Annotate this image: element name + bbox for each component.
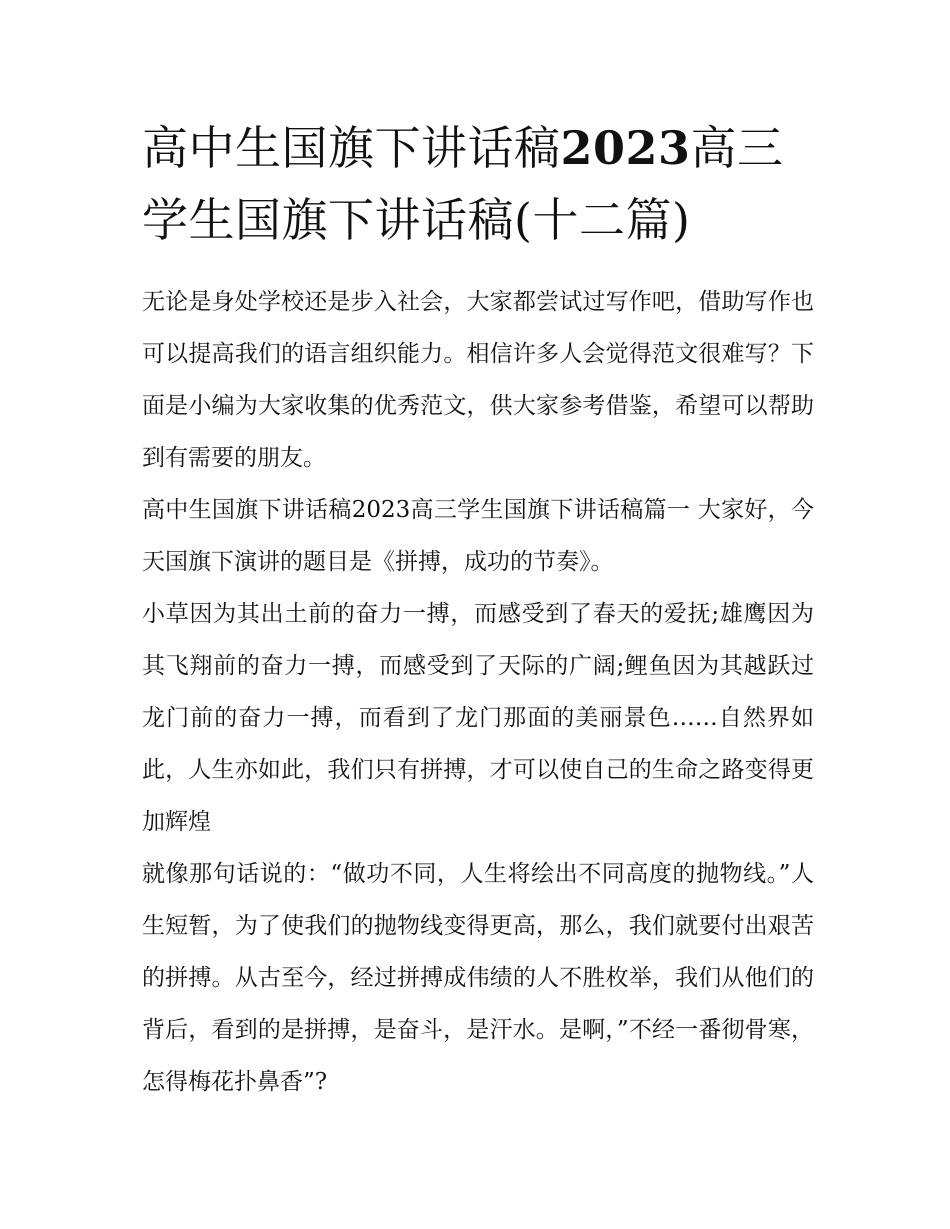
body-paragraph-quote: 就像那句话说的：“做功不同，人生将绘出不同高度的抛物线。”人生短暂，为了使我们的抛物线变得更高，那么，我们就要付出艰苦的拼搏。从古至今，经过拼搏成伟绩的人不胜枚举，我们从他们的背后，看到的是拼搏，是奋斗，是汗水。是啊，”不经一番彻骨寒，怎得梅花扑鼻香”? <box>142 861 814 1095</box>
document-page <box>142 112 814 1108</box>
title-year: 2023 <box>560 121 691 175</box>
title-text-part2: 高三学生国旗下讲话稿(十二篇) <box>142 121 784 247</box>
intro-paragraph: 无论是身处学校还是步入社会，大家都尝试过写作吧，借助写作也可以提高我们的语言组织能力。相信许多人会觉得范文很难写？下面是小编为大家收集的优秀范文，供大家参考借鉴，希望可以帮助到有需要的朋友。 <box>142 289 814 471</box>
body-paragraph-nature: 小草因为其出土前的奋力一搏，而感受到了春天的爱抚;雄鹰因为其飞翔前的奋力一搏，而感受到了天际的广阔;鲤鱼因为其越跃过龙门前的奋力一搏，而看到了龙门那面的美丽景色……自然界如此，人生亦如此，我们只有拼搏，才可以使自己的生命之路变得更加辉煌 <box>142 601 814 835</box>
speech-opening-paragraph: 高中生国旗下讲话稿2023高三学生国旗下讲话稿篇一 大家好，今天国旗下演讲的题目是《拼搏，成功的节奏》。 <box>142 497 814 575</box>
title-text-part1: 高中生国旗下讲话稿 <box>142 121 561 175</box>
document-title <box>142 112 814 256</box>
